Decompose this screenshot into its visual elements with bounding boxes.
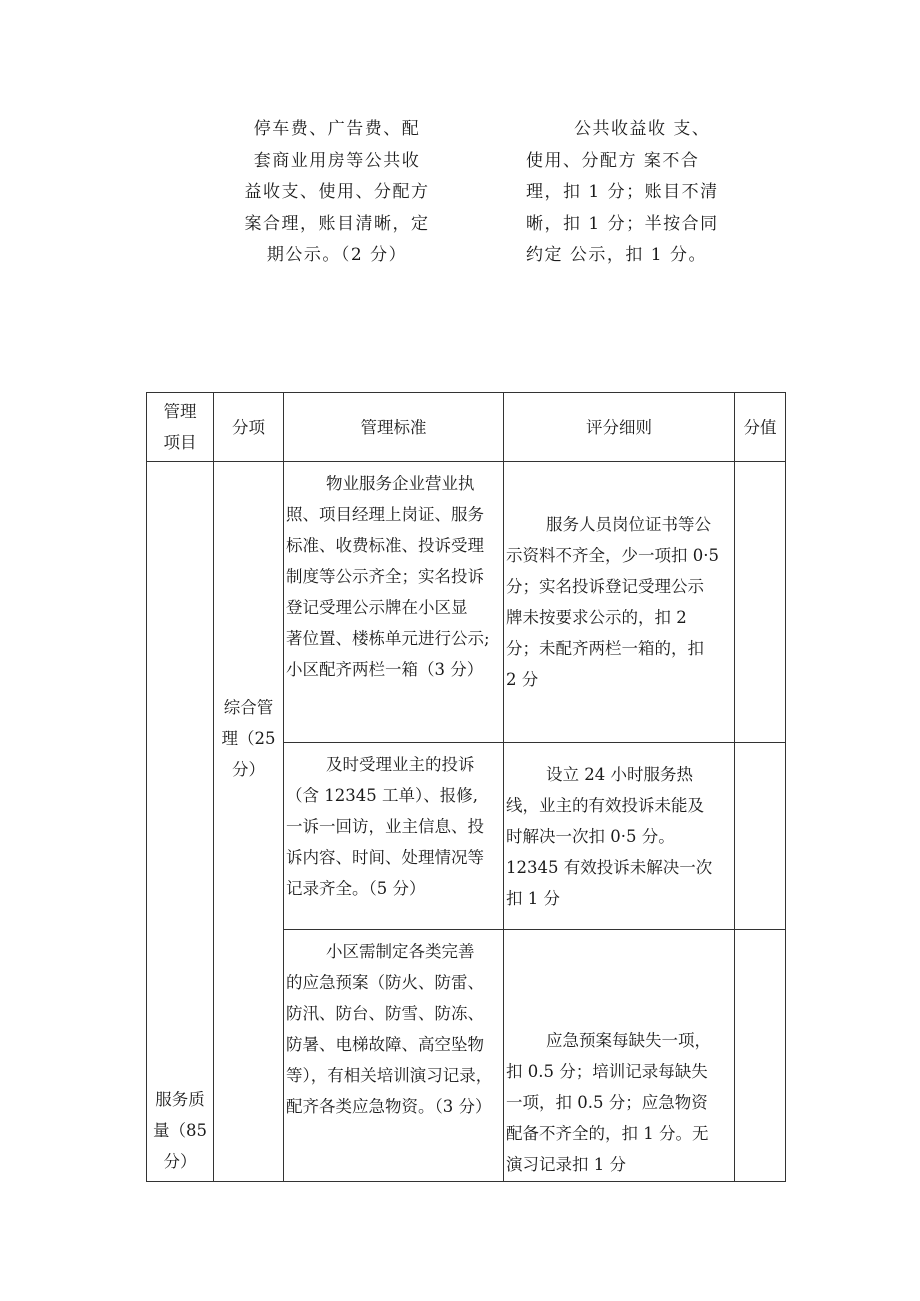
text-line: 案合理，账目清晰，定 <box>244 213 430 234</box>
text-line: 小区需制定各类完善 <box>326 942 475 961</box>
header-text: 管理 <box>163 402 197 421</box>
text-line: 扣 1 分 <box>506 888 560 908</box>
text-line: 停车费、广告费、配 <box>253 119 421 139</box>
category-text: 服务质 <box>155 1090 205 1109</box>
text-line: 设立 24 小时服务热 <box>546 764 693 784</box>
score-cell <box>735 462 786 743</box>
rule-cell <box>504 462 735 743</box>
header-rules: 评分细则 <box>504 393 735 462</box>
text-line: （含 12345 工单）、报修, <box>286 786 478 805</box>
text-line: 时解决一次扣 0·5 分。 <box>506 826 675 846</box>
text-line: 配备不齐全的，扣 1 分。无 <box>506 1124 709 1143</box>
subitem-text: 理（25 <box>221 728 276 748</box>
text-line: 一诉一回访，业主信息、投 <box>286 817 484 836</box>
text-line: 示资料不齐全，少一项扣 0·5 <box>506 546 719 565</box>
rule-cell <box>504 743 735 930</box>
text-line: 牌未按要求公示的，扣 2 <box>506 608 687 627</box>
header-standard: 管理标准 <box>284 393 504 462</box>
text-line: 演习记录扣 1 分 <box>506 1155 626 1174</box>
category-text: 分） <box>163 1152 197 1171</box>
text-line: 诉内容、时间、处理情况等 <box>286 848 484 867</box>
header-subitem: 分项 <box>214 393 284 462</box>
rule-cell <box>504 930 735 1182</box>
score-cell <box>735 930 786 1182</box>
text-line: 扣 0.5 分；培训记录每缺失 <box>506 1062 708 1081</box>
text-line: 等），有相关培训演习记录， <box>286 1066 493 1085</box>
score-cell <box>735 743 786 930</box>
text-line: 及时受理业主的投诉 <box>326 755 475 774</box>
text-line: 防暑、电梯故障、高空坠物 <box>286 1035 484 1054</box>
text-line: 套商业用房等公共收 <box>253 150 421 171</box>
text-line: 防汛、防台、防雪、防冻、 <box>286 1004 484 1023</box>
top-standard-text <box>237 114 437 272</box>
header-management-item <box>147 393 214 462</box>
standard-cell <box>284 743 504 930</box>
subitem-cell <box>214 462 284 1182</box>
header-row <box>147 393 786 462</box>
text-line: 晰，扣 1 分；半按合同 <box>526 213 719 234</box>
text-line: 标准、收费标准、投诉受理 <box>286 536 484 555</box>
text-line: 记录齐全。（5 分） <box>286 879 426 898</box>
text-line: 制度等公示齐全；实名投诉 <box>286 567 484 586</box>
category-text: 量（85 <box>153 1121 207 1140</box>
category-cell <box>147 462 214 1182</box>
table-row <box>147 462 786 743</box>
text-line: 约定 公示，扣 1 分。 <box>526 245 708 265</box>
text-line: 著位置、楼栋单元进行公示; <box>286 629 490 648</box>
header-score: 分值 <box>735 393 786 462</box>
text-line: 配齐各类应急物资。（3 分） <box>286 1097 492 1116</box>
standard-cell <box>284 930 504 1182</box>
text-line: 公共收益收 支、 <box>574 119 711 139</box>
text-line: 应急预案每缺失一项， <box>546 1031 711 1050</box>
text-line: 物业服务企业营业执 <box>326 474 475 493</box>
text-line: 期公示。（2 分） <box>266 245 408 265</box>
text-line: 线，业主的有效投诉未能及 <box>506 795 704 815</box>
text-line: 照、项目经理上岗证、服务 <box>286 505 484 524</box>
text-line: 分；实名投诉登记受理公示 <box>506 577 704 596</box>
top-rule-text <box>526 114 726 272</box>
subitem-text: 综合管 <box>223 697 274 717</box>
text-line: 小区配齐两栏一箱（3 分） <box>286 660 484 679</box>
text-line: 理，扣 1 分；账目不清 <box>526 182 719 202</box>
header-text: 项目 <box>163 433 197 452</box>
subitem-text: 分） <box>232 759 265 779</box>
text-line: 登记受理公示牌在小区显 <box>286 598 468 617</box>
evaluation-table <box>146 392 786 1182</box>
text-line: 服务人员岗位证书等公 <box>546 515 711 534</box>
text-line: 使用、分配方 案不合 <box>526 150 700 171</box>
standard-cell <box>284 462 504 743</box>
text-line: 的应急预案（防火、防雷、 <box>286 973 484 992</box>
text-line: 12345 有效投诉未解决一次 <box>506 857 713 877</box>
text-line: 分；未配齐两栏一箱的，扣 <box>506 639 704 658</box>
text-line: 2 分 <box>506 670 539 689</box>
text-line: 一项，扣 0.5 分；应急物资 <box>506 1093 708 1112</box>
text-line: 益收支、使用、分配方 <box>244 182 430 202</box>
